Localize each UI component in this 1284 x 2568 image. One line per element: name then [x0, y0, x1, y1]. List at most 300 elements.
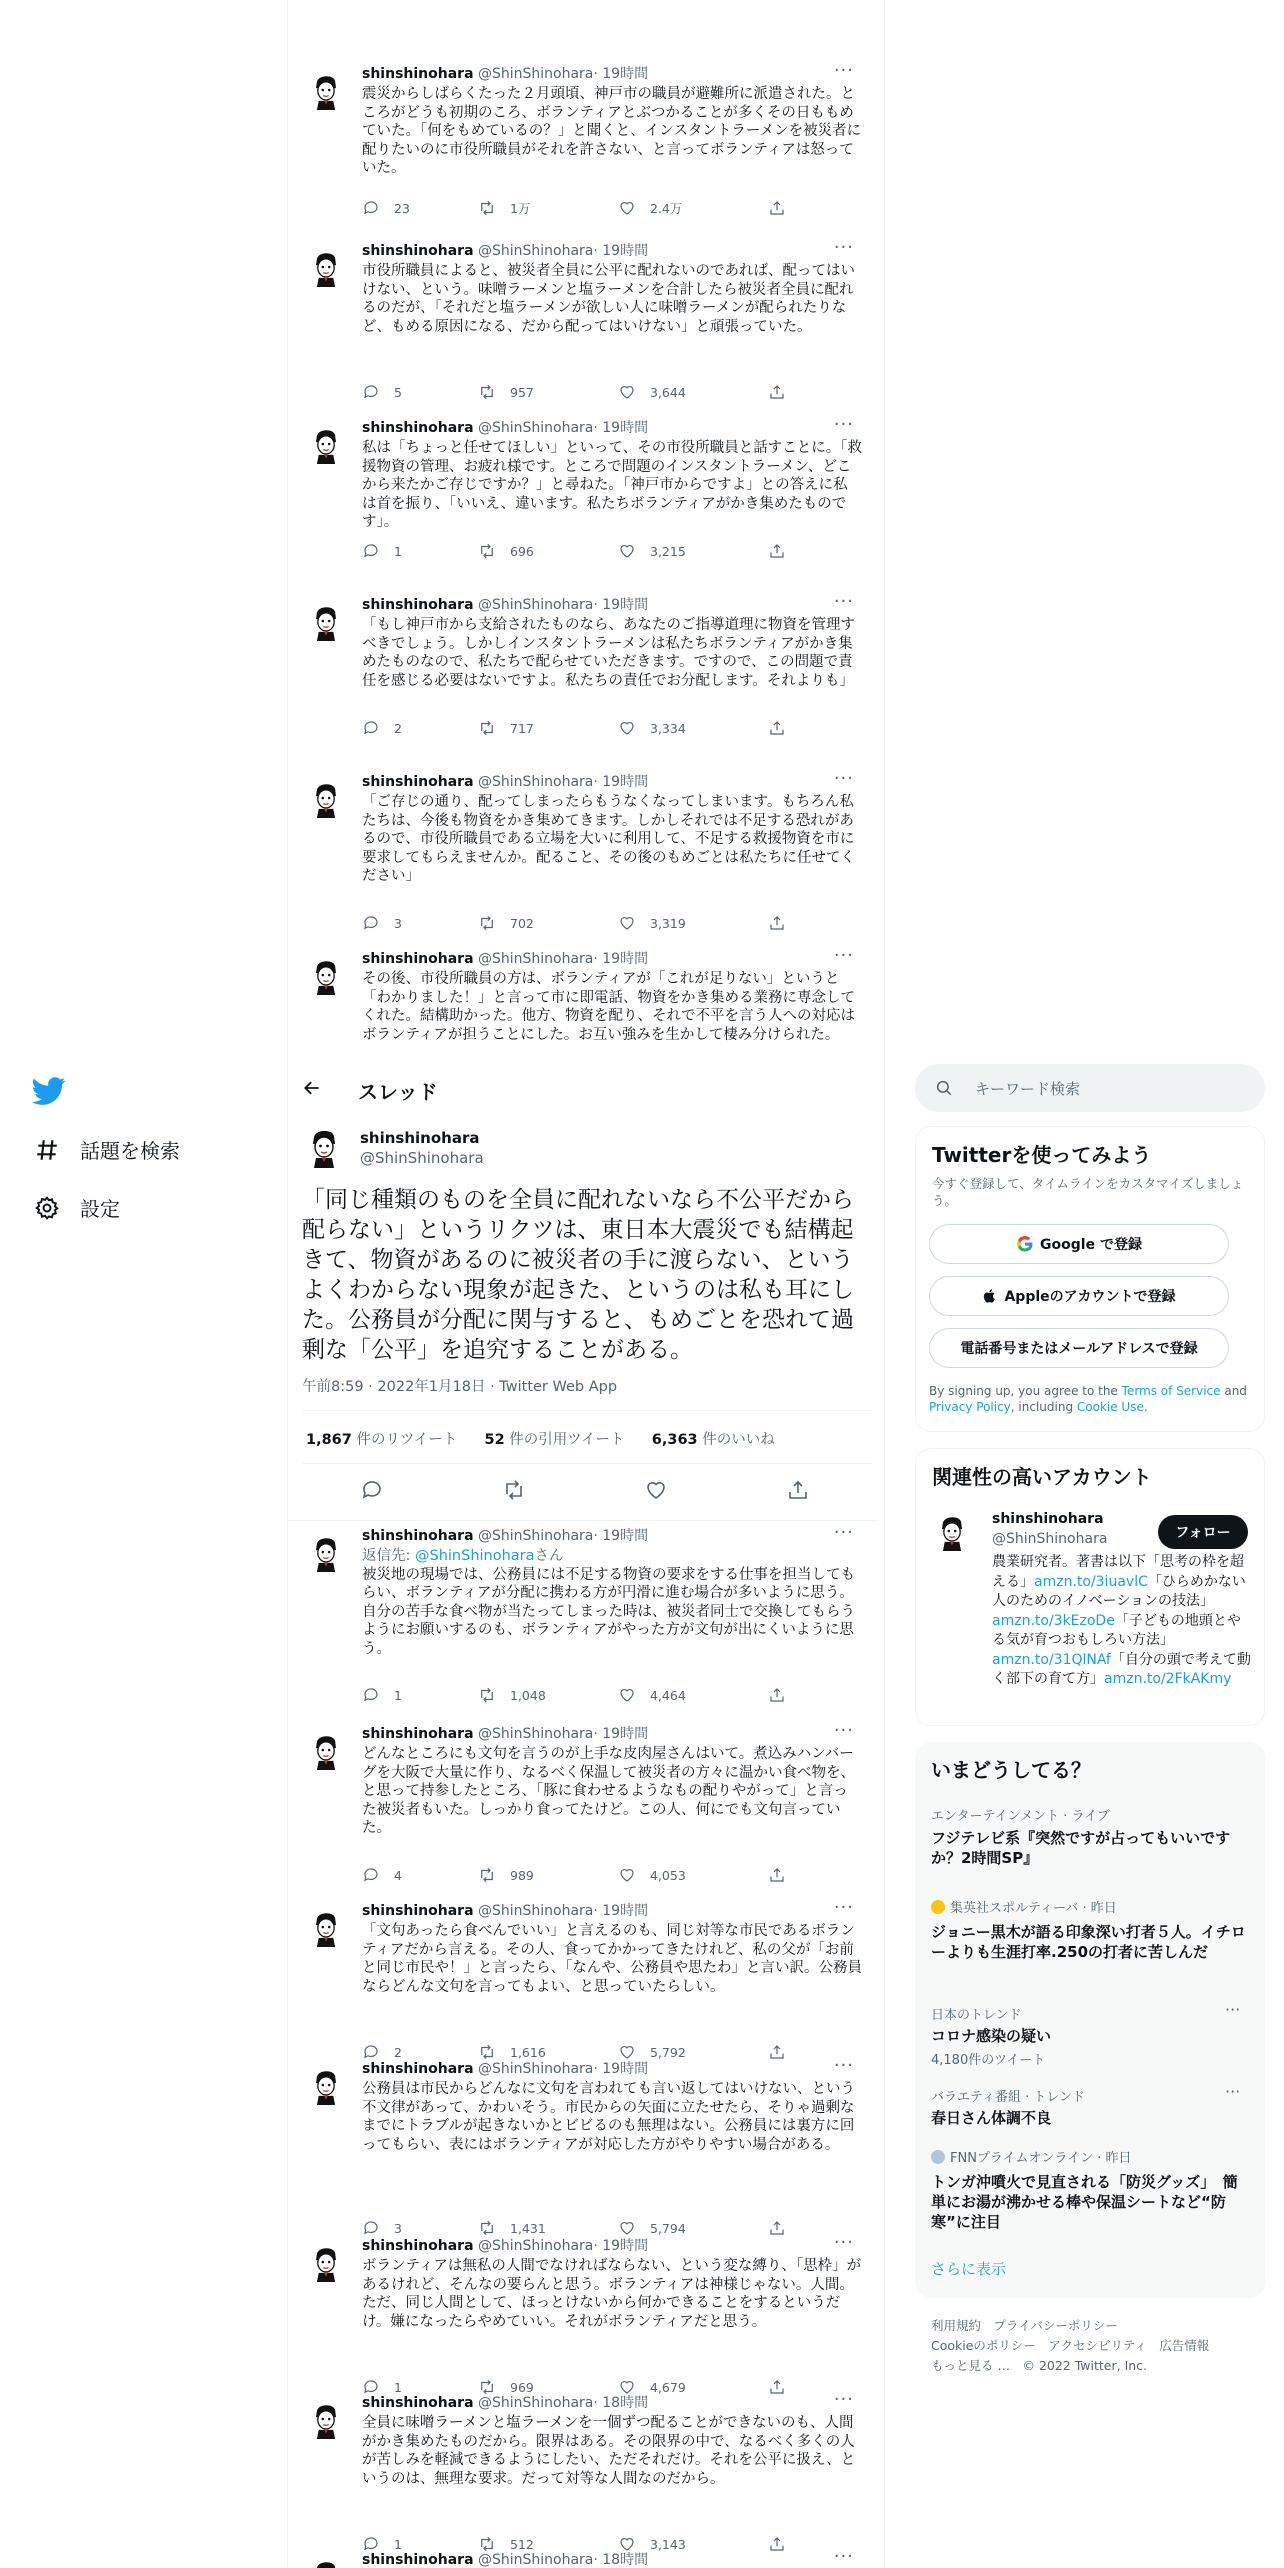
reply-count: 2	[394, 2044, 402, 2060]
reply-count: 3	[394, 2220, 402, 2236]
avatar[interactable]	[306, 1730, 346, 1770]
retweet-count: 696	[510, 543, 534, 559]
google-signup-button[interactable]	[929, 1224, 1229, 1264]
tweet-author-handle[interactable]: @ShinShinohara	[477, 951, 594, 967]
tweet-body	[362, 1745, 862, 1838]
phone-signup-label: 電話番号またはメールアドレスで登録	[960, 1341, 1198, 1357]
retweet-icon	[478, 199, 496, 217]
tweet[interactable]	[288, 2232, 878, 2406]
signup-terms	[929, 1383, 1254, 1415]
main-tweet-actions	[302, 1476, 872, 1506]
tweet-text: ボランティアは無私の人間でなければならない、という変な縛り、「思枠」があるけれど、そんなの要らんと思う。ボランティアは神様じゃない。人間。ただ、同じ人間として、ほっとけないから何かできることをするというだけ。嫌になったらやめていい。それがボランティアだと思う。	[362, 2258, 862, 2330]
more-icon[interactable]: ···	[833, 1720, 854, 1741]
bio-text-4: 「自分の頭で考えて動く部下の育て方」	[992, 1651, 1251, 1687]
avatar[interactable]	[306, 1532, 346, 1572]
retweet-button[interactable]	[478, 719, 534, 737]
like-icon	[618, 719, 636, 737]
tweet-time[interactable]: · 19時間	[593, 597, 649, 613]
tweet-header	[362, 64, 648, 84]
tweet-time[interactable]: · 19時間	[593, 774, 649, 790]
reply-button[interactable]	[362, 383, 402, 401]
bio-text-1: 農業研究者。著書は以下「思考の枠を超える」	[992, 1554, 1244, 1590]
follow-button[interactable]: フォロー	[1158, 1515, 1248, 1549]
more-icon[interactable]: ···	[833, 2546, 854, 2567]
share-icon	[768, 383, 786, 401]
terms-link[interactable]: Terms of Service	[1121, 1384, 1221, 1398]
tweet-time[interactable]: · 19時間	[593, 2238, 649, 2254]
share-button[interactable]	[768, 719, 800, 737]
tweet-time[interactable]: · 19時間	[593, 951, 649, 967]
reply-icon	[362, 914, 380, 932]
tweet[interactable]	[288, 414, 878, 588]
tweet[interactable]	[288, 60, 878, 234]
reply-count: 4	[394, 1867, 402, 1883]
like-count: 2.4万	[650, 201, 683, 216]
tweet-author-name[interactable]: shinshinohara	[362, 2061, 474, 2077]
tweet-body	[362, 793, 862, 886]
tweet-body	[362, 1547, 862, 1659]
more-icon[interactable]: ···	[833, 2232, 854, 2253]
share-button[interactable]	[768, 199, 800, 217]
tweet-author-handle[interactable]: @ShinShinohara	[477, 597, 594, 613]
share-button[interactable]	[768, 383, 800, 401]
reply-button[interactable]	[362, 542, 402, 560]
like-icon	[618, 2219, 636, 2237]
avatar[interactable]	[306, 424, 346, 464]
tweet-author-name[interactable]: shinshinohara	[362, 243, 474, 259]
share-icon	[768, 1686, 786, 1704]
trend-item[interactable]	[931, 1805, 1251, 1868]
reply-count: 23	[394, 200, 410, 216]
reply-button[interactable]	[362, 1866, 402, 1884]
tweet-time[interactable]: · 19時間	[593, 1903, 649, 1919]
related-name[interactable]: shinshinohara	[992, 1511, 1104, 1527]
tweet-text: 被災地の現場では、公務員には不足する物資の要求をする仕事を担当してもらい、ボランティアが分配に携わる方が円滑に進む場合が多いように思う。自分の苦手な食べ物が当たってしまった時は、被災者同士で交換してもらうようにお願いするのも、ボランティアがやった方が文句が出にくいように思う。	[362, 1566, 855, 1657]
phone-signup-button[interactable]	[929, 1328, 1229, 1368]
twitter-logo-icon[interactable]	[32, 1074, 66, 1108]
tweet-time[interactable]: · 19時間	[593, 1528, 649, 1544]
trend-item[interactable]	[931, 1897, 1251, 1962]
reply-count: 2	[394, 720, 402, 736]
share-button[interactable]	[768, 2219, 800, 2237]
avatar[interactable]	[306, 2242, 346, 2282]
main-tweet-meta[interactable]: 午前8:59 · 2022年1月18日 · Twitter Web App	[302, 1379, 618, 1395]
more-icon[interactable]: ···	[833, 1897, 854, 1918]
nav-settings[interactable]	[34, 1193, 120, 1222]
tweet-time[interactable]: · 19時間	[593, 66, 649, 82]
tweet-author-name[interactable]: shinshinohara	[362, 1726, 474, 1742]
tweet-author-handle[interactable]: @ShinShinohara	[477, 2238, 594, 2254]
cookie-link[interactable]: Cookie Use	[1076, 1400, 1144, 1414]
retweet-count: 1,431	[510, 2220, 546, 2236]
share-icon	[768, 914, 786, 932]
reply-icon	[362, 2219, 380, 2237]
publisher-icon	[931, 2150, 945, 2164]
tweet-header	[362, 1526, 648, 1546]
tweet-actions	[362, 914, 832, 934]
footer-row-1[interactable]: 利用規約 プライバシーポリシー	[931, 2318, 1118, 2333]
tweet-author-name[interactable]: shinshinohara	[362, 2395, 474, 2411]
like-button[interactable]	[618, 1686, 686, 1704]
main-tweet-text: 「同じ種類のものを全員に配れないなら不公平だから配らない」というリクツは、東日本大震災でも結構起きて、物資があるのに被災者の手に渡らない、というよくわからない現象が起きた、というのは私も耳にした。公務員が分配に関与すると、もめごとを恐れて過剰な「公平」を追究することがある。	[302, 1187, 854, 1363]
retweet-button[interactable]	[478, 1686, 546, 1704]
retweet-button[interactable]	[478, 383, 534, 401]
retweet-icon[interactable]	[502, 1478, 526, 1502]
nav-explore-label: 話題を検索	[80, 1139, 180, 1163]
tweet-body	[362, 2080, 862, 2154]
google-signup-label: Google で登録	[1040, 1237, 1142, 1253]
trend-item[interactable]	[931, 2086, 1251, 2128]
more-icon[interactable]: ···	[833, 591, 854, 612]
trends-card	[915, 1742, 1265, 2298]
search-placeholder: キーワード検索	[975, 1079, 1081, 1098]
tweet[interactable]	[288, 1720, 878, 1894]
footer	[931, 2316, 1261, 2376]
signup-title: Twitterを使ってみよう	[932, 1143, 1152, 1167]
reply-to-handle[interactable]: @ShinShinohara	[415, 1548, 535, 1564]
tweet-time[interactable]: · 19時間	[593, 243, 649, 259]
like-count: 5,794	[650, 2220, 686, 2236]
main-tweet-name[interactable]: shinshinohara	[360, 1129, 480, 1147]
tweet-body	[362, 616, 862, 690]
retweet-icon	[478, 914, 496, 932]
share-icon	[768, 1866, 786, 1884]
retweet-button[interactable]	[478, 1866, 534, 1884]
trend-more-icon[interactable]: ···	[1225, 2000, 1241, 2019]
tweet-text: 全員に味噌ラーメンと塩ラーメンを一個ずつ配ることができないのも、人間がかき集めたものだから。限界はある。その限界の中で、なるべく多くの人が苦しみを軽減できるようにしたい、ただそれだけ。それを公平に扱え、というのは、無理な要求。だって対等な人間なのだから。	[362, 2415, 856, 2487]
share-button[interactable]	[768, 914, 800, 932]
like-count: 5,792	[650, 2044, 686, 2060]
retweet-count: 717	[510, 720, 534, 736]
tweet[interactable]	[288, 2389, 878, 2563]
tweet-text: 公務員は市民からどんなに文句を言われても言い返してはいけない、という不文律があって、かわいそう。市民からの矢面に立たせたら、そりゃ過剰なまでにトラブルが起きないかとビビるのも無理はない。公務員には裏方に回ってもらい、表にはボランティアが対応した方がやりやすい場合がある。	[362, 2081, 855, 2153]
tweet-time[interactable]: · 19時間	[593, 2061, 649, 2077]
avatar[interactable]	[306, 2065, 346, 2105]
share-icon	[768, 719, 786, 737]
nav-settings-label: 設定	[80, 1197, 120, 1221]
reply-button[interactable]	[362, 719, 402, 737]
tweet-actions	[362, 383, 832, 403]
trend-meta: FNNプライムオンライン · 昨日	[950, 2151, 1132, 2166]
like-count: 4,679	[650, 2379, 686, 2395]
avatar[interactable]	[306, 955, 346, 995]
reply-count: 1	[394, 2536, 402, 2552]
retweet-icon	[478, 2219, 496, 2237]
reply-to-prefix: 返信先:	[362, 1548, 415, 1564]
reply-button[interactable]	[362, 2219, 402, 2237]
tweet-author-name[interactable]: shinshinohara	[362, 2238, 474, 2254]
like-icon	[618, 199, 636, 217]
tweet-author-handle[interactable]: @ShinShinohara	[477, 2061, 594, 2077]
tweet[interactable]	[288, 237, 878, 411]
like-icon[interactable]	[644, 1478, 668, 1502]
reply-to-suffix: さん	[534, 1548, 564, 1564]
like-count: 4,053	[650, 1867, 686, 1883]
reply-icon	[362, 542, 380, 560]
reply-count: 1	[394, 1687, 402, 1703]
bio-link-4[interactable]: amzn.to/2FkAKmy	[1104, 1671, 1232, 1687]
share-icon	[768, 199, 786, 217]
retweet-count: 1,048	[510, 1687, 546, 1703]
like-icon	[618, 914, 636, 932]
tweet[interactable]	[288, 768, 878, 942]
reply-icon	[362, 383, 380, 401]
apple-signup-button[interactable]	[929, 1276, 1229, 1316]
tweet-author-handle[interactable]: @ShinShinohara	[477, 1528, 594, 1544]
tweet-text: 「文句あったら食べんでいい」と言えるのも、同じ対等な市民であるボランティアだから言える。その人、食ってかかってきたけれど、私の父が「お前と同じ市民や！」と言ったら、「なんや、公務員や思たわ」と言い訳。公務員ならどんな文句を言ってもよい、と思っていたらしい。	[362, 1923, 862, 1995]
reply-count: 3	[394, 915, 402, 931]
like-button[interactable]	[618, 542, 686, 560]
tweet-time[interactable]: · 18時間	[593, 2395, 649, 2411]
tweet-header	[362, 772, 648, 792]
like-count: 3,143	[650, 2536, 686, 2552]
reply-icon	[362, 1686, 380, 1704]
like-count: 3,215	[650, 543, 686, 559]
like-count: 3,319	[650, 915, 686, 931]
reply-icon	[362, 1866, 380, 1884]
tweet-body	[362, 2257, 862, 2331]
tweet-text: 「ご存じの通り、配ってしまったらもうなくなってしまいます。もちろん私たちは、今後も物資をかき集めてきます。しかしそれでは不足する恐れがあるので、市役所職員である立場を大いに利用して、不足する救援物資を市に要求してもらえませんか。配ること、その後のもめごとは私たちに任せてください」	[362, 794, 855, 885]
tweet-author-name[interactable]: shinshinohara	[362, 2552, 474, 2568]
retweet-count: 957	[510, 384, 534, 400]
related-handle[interactable]: @ShinShinohara	[992, 1531, 1108, 1547]
more-icon[interactable]: ···	[833, 768, 854, 789]
tweet-header	[362, 241, 648, 261]
tweet-actions	[362, 1686, 832, 1706]
publisher-icon	[931, 1900, 945, 1914]
like-button[interactable]	[618, 1866, 686, 1884]
thread-header	[288, 1064, 878, 1114]
privacy-link[interactable]: Privacy Policy	[929, 1400, 1011, 1414]
bio-link-3[interactable]: amzn.to/31QlNAf	[992, 1651, 1111, 1668]
main-tweet-handle[interactable]: @ShinShinohara	[360, 1149, 484, 1167]
tweet[interactable]	[288, 591, 878, 765]
tweet-actions	[362, 719, 832, 739]
tweet-author-name[interactable]: shinshinohara	[362, 420, 474, 436]
share-button[interactable]	[768, 1686, 800, 1704]
reply-button[interactable]	[362, 199, 410, 217]
trend-title: フジテレビ系『突然ですが占ってもいいですか？2時間SP』	[931, 1829, 1231, 1867]
tweet[interactable]	[288, 1897, 878, 2071]
trend-title: トンガ沖噴火で見直される「防災グッズ」 簡単にお湯が沸かせる棒や保温シートなど“防寒”に注目	[931, 2173, 1238, 2231]
tweet[interactable]	[288, 2546, 878, 2568]
bio-text-3: 「子どもの地頭とやる気が育つおもしろい方法」	[992, 1612, 1241, 1648]
tweet-text: 市役所職員によると、被災者全員に公平に配れないのであれば、配ってはいけない、という。味噌ラーメンと塩ラーメンを合計したら被災者全員に配れるのだが、「それだと塩ラーメンが欲しい人に味噌ラーメンが配られたりなど、もめる原因になる、だから配ってはいけない」と頑張っていた。	[362, 263, 855, 335]
tweet-header	[362, 2550, 648, 2568]
back-arrow-icon[interactable]	[302, 1078, 322, 1098]
tweet-author-name[interactable]: shinshinohara	[362, 1903, 474, 1919]
bio-text-2: 「ひらめかない人のためのイノベーションの技法」	[992, 1573, 1246, 1609]
tweet-text: その後、市役所職員の方は、ボランティアが「これが足りない」というと「わかりました！」と言って市に即電話、物資をかき集める業務に専念してくれた。結構助かった。他方、物資を配り、それで不平を言う人への対応はボランティアが担うことにした。お互い強みを生かして棲み分けられた。	[362, 971, 855, 1043]
search-input[interactable]	[915, 1064, 1265, 1112]
related-bio	[992, 1553, 1254, 1690]
tweet-author-handle[interactable]: @ShinShinohara	[477, 1903, 594, 1919]
avatar[interactable]	[306, 601, 346, 641]
signup-card	[915, 1126, 1265, 1432]
more-icon[interactable]: ···	[833, 1522, 854, 1543]
tweet-author-handle[interactable]: @ShinShinohara	[477, 1726, 594, 1742]
tweet-body	[362, 1922, 862, 1996]
share-button[interactable]	[768, 542, 800, 560]
tweet-header	[362, 2059, 648, 2079]
tweet-actions	[362, 1866, 832, 1886]
retweet-button[interactable]	[478, 199, 530, 217]
bio-link-2[interactable]: amzn.to/3kEzoDe	[992, 1612, 1115, 1629]
trend-title: ジョニー黒木が語る印象深い打者５人。イチローよりも生涯打率.250の打者に苦しんだ	[931, 1923, 1246, 1961]
quotes-count[interactable]: 52	[484, 1432, 505, 1448]
avatar[interactable]	[302, 1124, 346, 1168]
trend-title: コロナ感染の疑い	[931, 2027, 1052, 2045]
like-count: 4,464	[650, 1687, 686, 1703]
tweet-author-handle[interactable]: @ShinShinohara	[477, 66, 594, 82]
retweet-count: 969	[510, 2379, 534, 2395]
retweet-count: 512	[510, 2536, 534, 2552]
tweet-actions	[362, 199, 832, 219]
like-icon	[618, 1866, 636, 1884]
avatar[interactable]	[306, 1907, 346, 1947]
tweet-header	[362, 949, 648, 969]
page-title: スレッド	[358, 1080, 438, 1104]
tweet[interactable]	[288, 2055, 878, 2236]
trend-meta: 日本のトレンド	[931, 2008, 1022, 2023]
retweet-button[interactable]	[478, 914, 534, 932]
trends-show-more[interactable]: さらに表示	[931, 2260, 1007, 2278]
avatar[interactable]	[932, 1511, 972, 1551]
like-button[interactable]	[618, 719, 686, 737]
retweet-icon	[478, 542, 496, 560]
trend-item[interactable]	[931, 2004, 1251, 2068]
trend-item[interactable]	[931, 2147, 1251, 2232]
share-icon	[768, 2219, 786, 2237]
tweet-body	[362, 85, 862, 178]
tweet-author-handle[interactable]: @ShinShinohara	[477, 2552, 594, 2568]
tweet-text: 「もし神戸市から支給されたものなら、あなたのご指導道理に物資を管理すべきでしょう。しかしインスタントラーメンは私たちボランティアがかき集めたものなので、私たちで配らせていただきます。ですので、この問題で責任を感じる必要はないですよ。私たちの責任でお分配します。それよりも」	[362, 617, 855, 689]
more-icon[interactable]: ···	[833, 945, 854, 966]
retweet-button[interactable]	[478, 2219, 546, 2237]
avatar[interactable]	[306, 2556, 346, 2568]
retweet-icon	[478, 383, 496, 401]
reply-to	[362, 1547, 862, 1566]
likes-count[interactable]: 6,363	[651, 1432, 698, 1448]
share-icon[interactable]	[786, 1478, 810, 1502]
search-icon	[935, 1079, 953, 1097]
tweet-author-name[interactable]: shinshinohara	[362, 951, 474, 967]
like-button[interactable]	[618, 199, 682, 217]
tweet-body	[362, 970, 862, 1044]
tweet-header	[362, 1724, 648, 1744]
retweet-icon	[478, 1866, 496, 1884]
like-button[interactable]	[618, 914, 686, 932]
like-count: 3,334	[650, 720, 686, 736]
reply-button[interactable]	[362, 1686, 402, 1704]
avatar[interactable]	[306, 778, 346, 818]
more-icon[interactable]: ···	[833, 60, 854, 81]
trend-more-icon[interactable]: ···	[1225, 2082, 1241, 2101]
more-icon[interactable]: ···	[833, 2055, 854, 2076]
google-icon	[1016, 1235, 1034, 1253]
footer-row-2[interactable]: Cookieのポリシー アクセシビリティ 広告情報	[931, 2338, 1210, 2353]
avatar[interactable]	[306, 70, 346, 110]
apple-signup-label: Appleのアカウントで登録	[1004, 1289, 1176, 1305]
more-icon[interactable]: ···	[833, 2389, 854, 2410]
tweet-author-handle[interactable]: @ShinShinohara	[477, 243, 594, 259]
share-button[interactable]	[768, 1866, 800, 1884]
tweet-author-name[interactable]: shinshinohara	[362, 1528, 474, 1544]
quotes-label[interactable]: 件の引用ツイート	[509, 1432, 625, 1448]
more-icon[interactable]: ···	[833, 414, 854, 435]
tweet[interactable]	[288, 1522, 878, 1703]
retweet-icon	[478, 1686, 496, 1704]
tweet-author-name[interactable]: shinshinohara	[362, 774, 474, 790]
avatar[interactable]	[306, 2399, 346, 2439]
reply-count: 5	[394, 384, 402, 400]
bio-link-1[interactable]: amzn.to/3iuavlC	[1034, 1573, 1148, 1590]
like-button[interactable]	[618, 383, 686, 401]
tweet-time[interactable]: · 19時間	[593, 1726, 649, 1742]
retweet-count: 1万	[510, 201, 531, 216]
trend-meta: エンターテインメント · ライブ	[931, 1809, 1110, 1824]
tweet-author-name[interactable]: shinshinohara	[362, 597, 474, 613]
tweet-header	[362, 2393, 648, 2413]
tweet-text: 震災からしばらくたった２月頭頃、神戸市の職員が避難所に派遣された。ところがどうも初期のころ、ボランティアとぶつかることが多くその日ももめていた。「何をもめているの？」と聞くと、インスタントラーメンを被災者に配りたいのに市役所職員がそれを許さない、と言ってボランティアは怒っていた。	[362, 86, 862, 177]
share-icon	[768, 542, 786, 560]
tweet-body	[362, 439, 862, 532]
reply-icon[interactable]	[360, 1478, 384, 1502]
tweet-header	[362, 2236, 648, 2256]
signup-subtitle: 今すぐ登録して、タイムラインをカスタマイズしましょう。	[932, 1176, 1244, 1208]
retweet-count: 989	[510, 1867, 534, 1883]
tweet-author-name[interactable]: shinshinohara	[362, 66, 474, 82]
trend-title: 春日さん体調不良	[931, 2109, 1052, 2127]
tweet-author-handle[interactable]: @ShinShinohara	[477, 420, 594, 436]
main-tweet-stats	[306, 1428, 775, 1449]
tweet-actions	[362, 542, 832, 562]
trend-meta: バラエティ番組 · トレンド	[931, 2090, 1086, 2105]
more-icon[interactable]: ···	[833, 237, 854, 258]
reply-count: 1	[394, 2379, 402, 2395]
like-count: 3,644	[650, 384, 686, 400]
terms-and: and	[1220, 1384, 1247, 1398]
tweet-author-handle[interactable]: @ShinShinohara	[477, 2395, 594, 2411]
retweets-count[interactable]: 1,867	[306, 1432, 352, 1448]
retweet-button[interactable]	[478, 542, 534, 560]
likes-label[interactable]: 件のいいね	[702, 1432, 775, 1448]
tweet-time[interactable]: · 18時間	[593, 2552, 649, 2568]
reply-icon	[362, 719, 380, 737]
tweet-body	[362, 262, 862, 336]
tweet-body	[362, 2414, 862, 2488]
reply-icon	[362, 199, 380, 217]
avatar[interactable]	[306, 247, 346, 287]
trend-meta: 集英社スポルティーバ · 昨日	[950, 1901, 1117, 1916]
like-button[interactable]	[618, 2219, 686, 2237]
terms-including: , including	[1010, 1400, 1077, 1414]
gear-icon	[34, 1195, 60, 1221]
nav-explore[interactable]	[34, 1135, 180, 1164]
tweet-text: 私は「ちょっと任せてほしい」といって、その市役所職員と話すことに。「救援物資の管理、お疲れ様です。ところで問題のインスタントラーメン、どこから来たかご存じですか？」と尋ねた。「神戸市からですよ」との答えに私は首を振り、「いいえ、違います。私たちボランティアがかき集めたものです」。	[362, 440, 862, 531]
related-title: 関連性の高いアカウント	[932, 1465, 1152, 1489]
retweets-label[interactable]: 件のリツイート	[356, 1432, 458, 1448]
tweet-author-handle[interactable]: @ShinShinohara	[477, 774, 594, 790]
tweet-header	[362, 1901, 648, 1921]
reply-button[interactable]	[362, 914, 402, 932]
apple-icon	[982, 1288, 998, 1304]
tweet-time[interactable]: · 19時間	[593, 420, 649, 436]
footer-row-3[interactable]: もっと見る … © 2022 Twitter, Inc.	[931, 2358, 1148, 2373]
terms-end: .	[1143, 1400, 1148, 1414]
like-icon	[618, 542, 636, 560]
tweet-header	[362, 418, 648, 438]
